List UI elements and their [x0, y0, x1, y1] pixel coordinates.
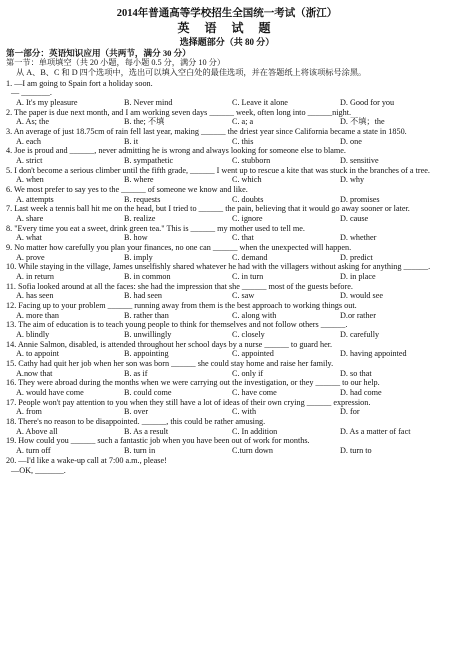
option-row [6, 98, 448, 108]
answer-option: B. where [124, 175, 154, 185]
question-item [6, 243, 448, 262]
option-row [6, 330, 448, 340]
answer-option: D. had come [340, 388, 382, 398]
question-stem: 20. —I'd like a wake-up call at 7:00 a.m., please! [6, 455, 167, 465]
exam-subtitle: 英 语 试 题 [177, 21, 277, 36]
answer-option: B. appointing [124, 349, 169, 359]
answer-option: A.now that [16, 368, 53, 378]
question-item [6, 378, 448, 397]
answer-option: B. over [124, 407, 149, 417]
answer-option: C. along with [232, 310, 277, 320]
option-row [6, 137, 448, 147]
question-stem: 19. How could you ______ such a fantastic job when you have been out of work for months. [6, 436, 310, 446]
option-row [6, 427, 448, 437]
option-row [6, 272, 448, 282]
question-stem-line2: — _______. [11, 88, 52, 98]
question-item [6, 108, 448, 127]
question-stem: 14. Annie Salmon, disabled, is attended throughout her school days by a nurse ______ to guard her. [6, 339, 333, 349]
answer-option: A. turn off [16, 446, 51, 456]
answer-option: A. to appoint [16, 349, 59, 359]
answer-option: C. only if [232, 368, 264, 378]
answer-option: D. Good for you [340, 97, 395, 107]
question-list [6, 79, 448, 476]
answer-option: D. whether [340, 233, 377, 243]
question-item [6, 185, 448, 204]
answer-option: D. one [340, 136, 362, 146]
answer-option: C. which [232, 175, 262, 185]
section-heading: 第一节：单项填空（共 20 小题，每小题 0.5 分，满分 10 分） [6, 58, 226, 68]
answer-option: A. blindly [16, 330, 50, 340]
answer-option: D. so that [340, 368, 372, 378]
question-item [6, 146, 448, 165]
answer-option: C.turn down [232, 446, 273, 456]
question-item [6, 320, 448, 339]
question-stem: 16. They were abroad during the months when we were carrying out the investigation, or they ______ to our help. [6, 378, 380, 388]
option-row [6, 117, 448, 127]
answer-option: B. requests [124, 194, 161, 204]
question-item [6, 417, 448, 436]
answer-option: C. ignore [232, 214, 263, 224]
answer-option: B. could come [124, 388, 172, 398]
answer-option: B. As a result [124, 426, 169, 436]
answer-option: B. it [124, 136, 139, 146]
answer-option: B. Never mind [124, 97, 173, 107]
answer-option: D. cause [340, 214, 369, 224]
option-row [6, 291, 448, 301]
answer-option: C. a; a [232, 117, 254, 127]
answer-option: B. imply [124, 252, 153, 262]
answer-option: C. have come [232, 388, 277, 398]
answer-option: B. turn in [124, 446, 156, 456]
answer-option: C. demand [232, 252, 268, 262]
answer-option: A. more than [16, 310, 59, 320]
answer-option: A. strict [16, 156, 43, 165]
answer-option: D. would see [340, 291, 383, 301]
answer-option: C. this [232, 136, 254, 146]
answer-option: A. when [16, 175, 44, 185]
question-item [6, 398, 448, 417]
option-row [6, 388, 448, 398]
answer-option: A. would have come [16, 388, 84, 398]
answer-option: D. why [340, 175, 365, 185]
question-stem: 4. Joe is proud and ______, never admitting he is wrong and always looking for someone else to blame. [6, 146, 346, 156]
answer-option: B. as if [124, 368, 148, 378]
answer-option: C. doubts [232, 194, 264, 204]
question-stem: 9. No matter how carefully you plan your finances, no one can ______ when the unexpected will happen. [6, 243, 352, 253]
part-heading: 第一部分：英语知识应用（共两节，满分 30 分） [6, 48, 191, 59]
answer-option: A. prove [16, 252, 45, 262]
answer-option: A. attempts [16, 194, 54, 204]
answer-option: C. with [232, 407, 257, 417]
answer-option: D. 不填；the [340, 117, 385, 127]
option-row [6, 369, 448, 379]
question-item [6, 359, 448, 378]
option-row [6, 175, 448, 185]
option-row [6, 311, 448, 321]
question-stem: 10. While staying in the village, James unselfishly shared whatever he had with the villagers without asking for anything ______. [6, 262, 431, 272]
question-item [6, 224, 448, 243]
question-item [6, 127, 448, 146]
answer-option: B. the; 不填 [124, 117, 165, 127]
answer-option: A. in return [16, 272, 54, 282]
answer-option: C. that [232, 233, 254, 243]
answer-option: A. It's my pleasure [16, 97, 78, 107]
question-stem: 2. The paper is due next month, and I am working seven days ______ week, often long into ______night. [6, 107, 352, 117]
answer-option: D. having appointed [340, 349, 407, 359]
exam-title: 2014年普通高等学校招生全国统一考试（浙江） [116, 8, 338, 19]
question-stem: 11. Sofia looked around at all the faces: she had the impression that she ______ most of the guests before. [6, 281, 353, 291]
answer-option: B. sympathetic [124, 156, 174, 165]
instructions: 从 A、B、C 和 D 四个选项中，选出可以填入空白处的最佳选项，并在答题纸上将该项标号涂黑。 [16, 67, 367, 77]
question-item [6, 456, 448, 475]
answer-option: C. appointed [232, 349, 274, 359]
option-row [6, 156, 448, 166]
option-row [6, 233, 448, 243]
question-item [6, 166, 448, 185]
answer-option: C. in turn [232, 272, 264, 282]
answer-option: B. realize [124, 214, 156, 224]
answer-option: B. rather than [124, 310, 169, 320]
answer-option: C. In addition [232, 426, 278, 436]
answer-option: D. for [340, 407, 360, 417]
answer-option: C. stubborn [232, 156, 271, 165]
answer-option: D. sensitive [340, 156, 379, 165]
question-stem: 6. We most prefer to say yes to the ______ of someone we know and like. [6, 185, 248, 195]
question-stem: 1. —I am going to Spain fort a holiday soon. [6, 78, 153, 88]
option-row [6, 407, 448, 417]
option-row [6, 214, 448, 224]
answer-option: D.or rather [340, 310, 376, 320]
answer-option: D. in place [340, 272, 376, 282]
answer-option: D. carefully [340, 330, 380, 340]
answer-option: A. share [16, 214, 44, 224]
answer-option: A. from [16, 407, 42, 417]
answer-option: A. Above all [16, 426, 58, 436]
question-item [6, 282, 448, 301]
option-row [6, 253, 448, 263]
answer-option: C. closely [232, 330, 265, 340]
answer-option: C. Leave it alone [232, 97, 288, 107]
option-row [6, 349, 448, 359]
answer-option: A. what [16, 233, 42, 243]
question-stem: 5. I don't become a serious climber until the fifth grade, ______ I went up to rescue a kite that was stuck in the branches of a tree. [6, 165, 430, 175]
answer-option: B. how [124, 233, 148, 243]
answer-option: B. in common [124, 272, 171, 282]
answer-option: A. each [16, 136, 42, 146]
option-row [6, 446, 448, 456]
question-item [6, 204, 448, 223]
answer-option: B. unwillingly [124, 330, 172, 340]
question-stem: 3. An average of just 18.75cm of rain fell last year, making ______ the driest year since California became a state in 1850. [6, 126, 407, 136]
question-stem-line2: —OK, _______. [11, 465, 66, 475]
question-stem: 7. Last week a tennis ball hit me on the head, but I tried to ______ the pain, believing that it would go away sooner or later. [6, 204, 410, 214]
answer-option: A. As; the [16, 117, 49, 127]
question-item [6, 436, 448, 455]
section-note: 选择题部分（共 80 分） [179, 36, 275, 47]
question-stem: 15. Cathy had quit her job when her son was born ______ she could stay home and raise her family. [6, 359, 334, 369]
question-stem: 17. People won't pay attention to you when they still have a lot of ideas of their own crying ______ expression. [6, 397, 371, 407]
answer-option: C. saw [232, 291, 255, 301]
question-stem: 12. Facing up to your problem ______ running away from them is the best approach to working things out. [6, 301, 357, 311]
question-stem: 18. There's no reason to be disappointed. ______, this could be rather amusing. [6, 417, 266, 427]
answer-option: D. As a matter of fact [340, 426, 411, 436]
option-row [6, 195, 448, 205]
answer-option: A. has seen [16, 291, 54, 301]
question-item [6, 301, 448, 320]
question-stem: 13. The aim of education is to teach young people to think for themselves and not follow others ______. [6, 320, 348, 330]
question-item [6, 262, 448, 281]
question-item [6, 79, 448, 108]
question-stem: 8. "Every time you eat a sweet, drink green tea." This is ______ my mother used to tell me. [6, 223, 305, 233]
answer-option: B. had seen [124, 291, 162, 301]
answer-option: D. turn to [340, 446, 372, 456]
question-item [6, 340, 448, 359]
answer-option: D. predict [340, 252, 373, 262]
answer-option: D. promises [340, 194, 380, 204]
